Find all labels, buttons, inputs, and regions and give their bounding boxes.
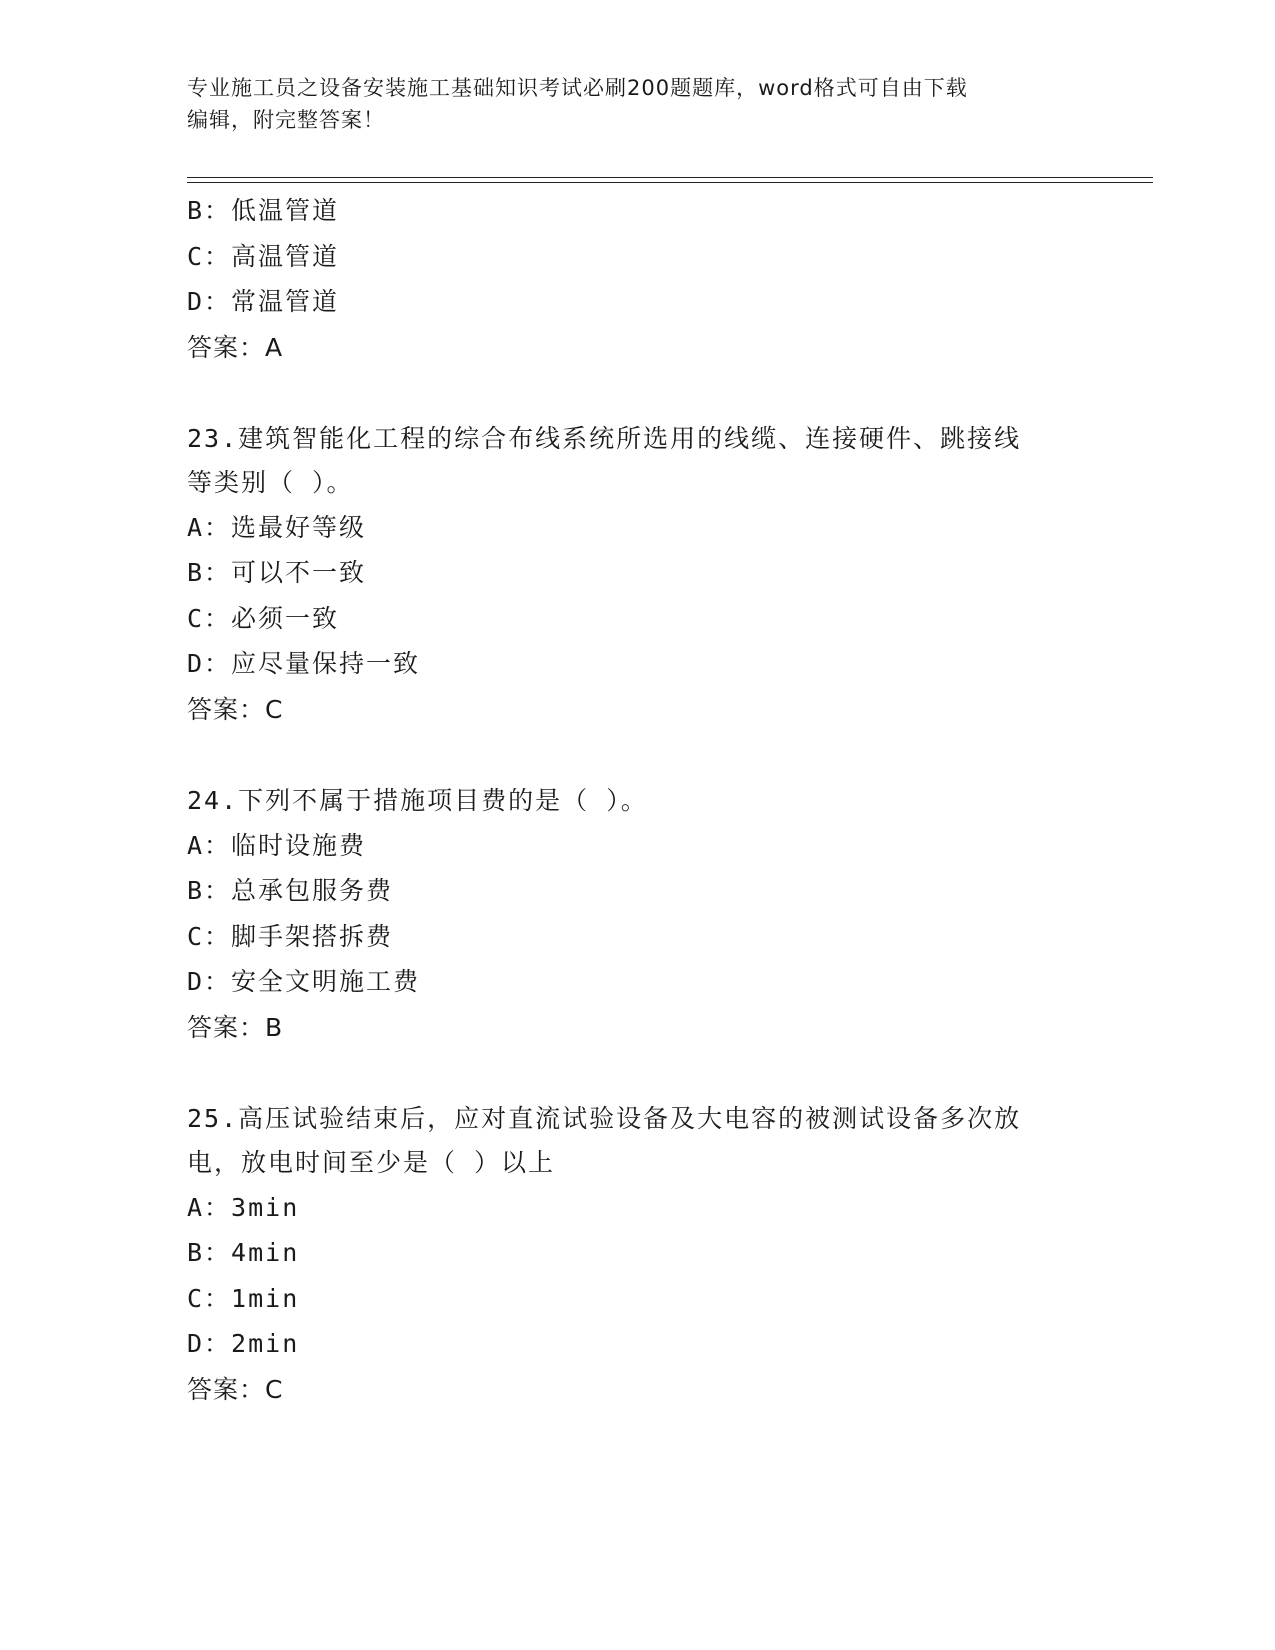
option-a: A：3min [187,1192,300,1222]
question-block-24 [187,779,1087,1051]
question-text-line-1: 25.高压试验结束后，应对直流试验设备及大电容的被测试设备多次放 [187,1103,1022,1133]
option-c: C：脚手架搭拆费 [187,921,394,951]
header-divider-top [187,177,1153,178]
option-b: B：可以不一致 [187,558,367,587]
answer-line: 答案：C [187,1374,284,1404]
document-header [187,72,1087,136]
option-b: B：低温管道 [187,196,340,225]
option-d: D：常温管道 [187,287,340,316]
answer-line: 答案：B [187,1012,284,1042]
question-text-line-1: 23.建筑智能化工程的综合布线系统所选用的线缆、连接硬件、跳接线 [187,423,1022,453]
answer-line: 答案：A [187,332,284,362]
question-list [187,188,1087,1413]
option-d: D：2min [187,1329,300,1358]
question-text-line-2: 电，放电时间至少是（ ）以上 [187,1147,556,1177]
question-block-prev [187,188,1087,371]
question-text-line-2: 等类别（ ）。 [187,467,354,497]
header-divider-bottom [187,182,1153,183]
question-block-25 [187,1097,1087,1413]
option-c: C：高温管道 [187,241,340,271]
option-b: B：总承包服务费 [187,876,394,905]
option-c: C：1min [187,1283,300,1313]
option-a: A：临时设施费 [187,830,367,860]
question-block-23 [187,417,1087,733]
option-a: A：选最好等级 [187,512,367,542]
question-text-line-1: 24.下列不属于措施项目费的是（ ）。 [187,785,648,815]
option-b: B：4min [187,1238,300,1267]
option-c: C：必须一致 [187,603,340,633]
header-line-2: 编辑，附完整答案！ [187,108,385,132]
header-line-1: 专业施工员之设备安装施工基础知识考试必刷200题题库，word格式可自由下载 [187,76,968,100]
option-d: D：应尽量保持一致 [187,649,421,678]
answer-line: 答案：C [187,694,284,724]
option-d: D：安全文明施工费 [187,967,421,996]
